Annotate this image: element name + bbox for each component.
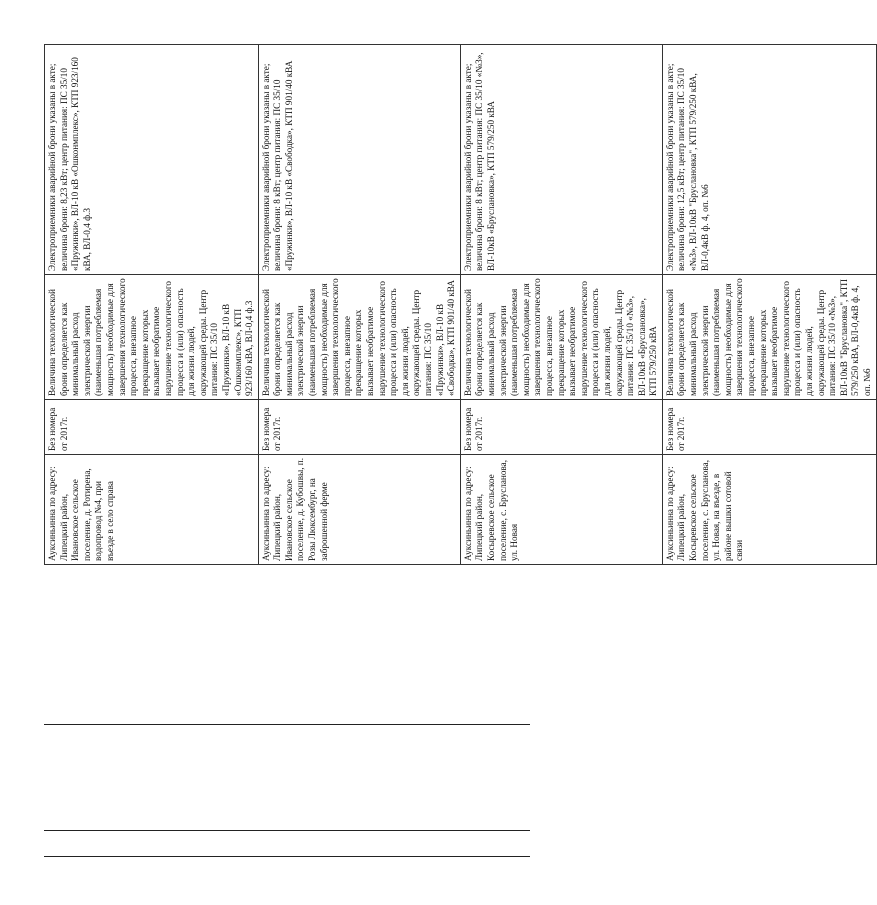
emergency-cell: Электроприемники аварийной брони указаны в акте; величина брони: 8 кВт; центр питания: ПС 35/10 «Пружинки», ВЛ-10 кВ «Свободка», КТП 901/40 кВА: [258, 45, 460, 275]
address-cell: Ауксиньинна по адресу: Липецкий район, Косыревское сельское поселение, с. Брусланова, ул. Новая, на въезде, в районе вышки сотовой связи: [662, 455, 876, 565]
emergency-cell: Электроприемники аварийной брони указаны в акте; величина брони: 8,23 кВт; центр питания: ПС 35/10 «Пружинки», ВЛ-10 кВ «Ошконмплекс», КТП 923/160 кВА, ВЛ-0,4 ф.3: [45, 45, 259, 275]
table-row: [662, 45, 876, 565]
address-cell: Ауксиньинна по адресу: Липецкий район, Косыревское сельское поселение, с. Брусланова, ул. Новая: [460, 455, 662, 565]
divider-line: [44, 856, 530, 857]
emergency-cell: Электроприемники аварийной брони указаны в акте; величина брони: 12,5 кВт; центр питания: ПС 35/10 «№3», ВЛ-10кВ "Бруслановка", КТП 579/250 кВА, ВЛ-0,4кВ ф. 4, оп. №6: [662, 45, 876, 275]
doc-cell: Без номера от 2017г.: [662, 400, 876, 455]
doc-cell: Без номера от 2017г.: [45, 400, 259, 455]
address-cell: Ауксиньинна по адресу: Липецкий район, Ивановское сельское поселение, д. Ротирена, водопровод №4, при въезде в село справа: [45, 455, 259, 565]
table-row: [258, 45, 460, 565]
brone-table: [44, 44, 877, 565]
justification-cell: Величина технологической брони определяется как минимальный расход электрической энергии (наименьшая потребляемая мощность) необходимые для завершения технологического процесса, внезапное прекращение которых вызывает необратимое нарушение технологического процесса и (или) опасность для жизни людей, окружающей среды. Центр питания: ПС 35/10 «№3», ВЛ-10кВ «Бруслановка», КТП 579/250 кВА: [460, 275, 662, 400]
justification-cell: Величина технологической брони определяется как минимальный расход электрической энергии (наименьшая потребляемая мощность) необходимые для завершения технологического процесса, внезапное прекращение которых вызывает необратимое нарушение технологического процесса и (или) опасность для жизни людей, окружающей среды. Центр питания: ПС 35/10 «Пружинки», ВЛ-10 кВ «Ошконмплекс», КТП 923/160 кВА, ВЛ-0,4 ф.3: [45, 275, 259, 400]
table-row: [45, 45, 259, 565]
justification-cell: Величина технологической брони определяется как минимальный расход электрической энергии (наименьшая потребляемая мощность) необходимые для завершения технологического процесса, внезапное прекращение которых вызывает необратимое нарушение технологического процесса и (или) опасность для жизни людей, окружающей среды. Центр питания: ПС 35/10 «Пружинки», ВЛ-10 кВ «Свободка», КТП 901/40 кВА: [258, 275, 460, 400]
doc-cell: Без номера от 2017г.: [258, 400, 460, 455]
divider-line: [44, 830, 530, 831]
address-cell: Ауксиньинна по адресу: Липецкий район, Ивановское сельское поселение, д. Кубошвы, п. Розы Люксембург, на заброшенной ферме: [258, 455, 460, 565]
emergency-cell: Электроприемники аварийной брони указаны в акте; величина брони: 8 кВт; центр питания: ПС 35/10 «№3», ВЛ-10кВ «Бруслановка», КТП 579/250 кВА: [460, 45, 662, 275]
table-row: [460, 45, 662, 565]
divider-line: [44, 724, 530, 725]
justification-cell: Величина технологической брони определяется как минимальный расход электрической энергии (наименьшая потребляемая мощность) необходимые для завершения технологического процесса, внезапное прекращение которых вызывает необратимое нарушение технологического процесса и (или) опасность для жизни людей, окружающей среды. Центр питания: ПС 35/10 «№3», ВЛ-10кВ "Бруслановка", КТП 579/250 кВА, ВЛ-0,4кВ ф. 4, оп. №6: [662, 275, 876, 400]
doc-cell: Без номера от 2017г.: [460, 400, 662, 455]
